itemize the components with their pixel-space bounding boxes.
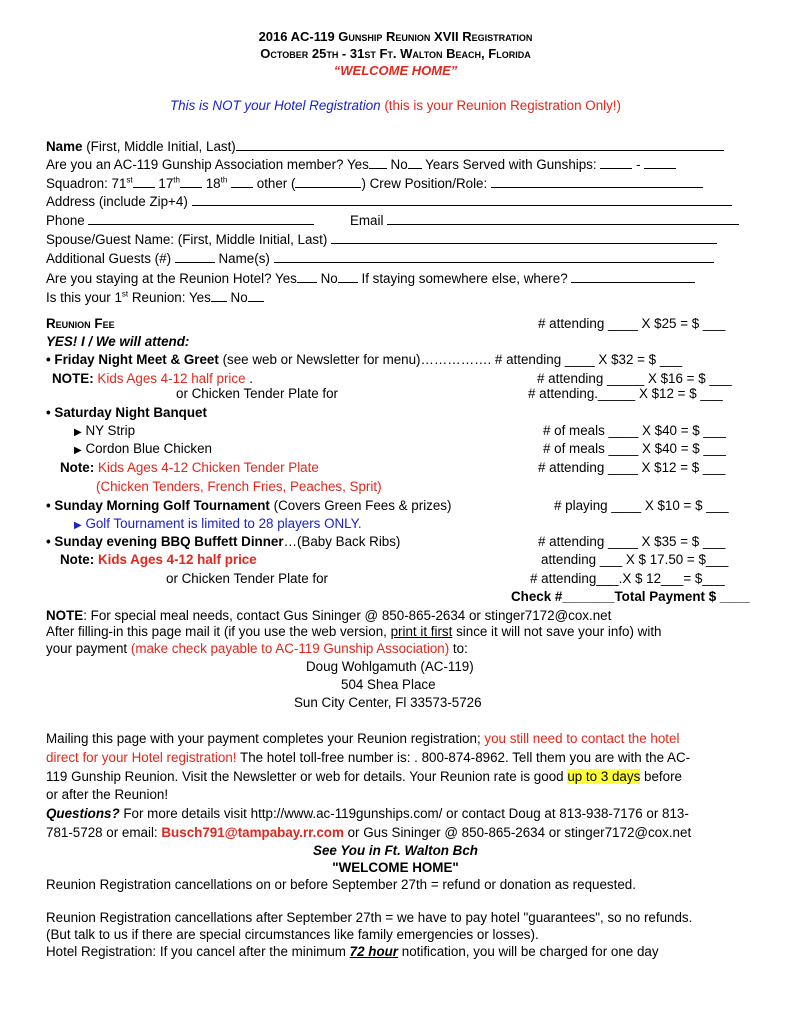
check-total-payment[interactable]: Check #_______Total Payment $ ____	[511, 589, 750, 604]
kids-note-dot: .	[245, 371, 253, 386]
info-hotel-warning-2: direct for your Hotel registration!	[46, 750, 237, 765]
info-text-2: The hotel toll-free number is: . 800-874-8962. Tell them you are with the AC-	[236, 750, 691, 765]
info-line-2	[46, 750, 690, 766]
friday-chicken-alt: or Chicken Tender Plate for	[176, 386, 339, 401]
kids-note-row: NOTE: Kids Ages 4-12 half price .	[52, 371, 253, 386]
member-row: Are you an AC-119 Gunship Association member? Yes No Years Served with Gunships: -	[46, 155, 676, 173]
phone-email-row	[46, 211, 739, 229]
cancellation-policy-2: Reunion Registration cancellations after September 27th = we have to pay hotel "guarantees", so no refunds.	[46, 910, 693, 925]
golf-desc: (Covers Green Fees & prizes)	[269, 498, 452, 513]
first-sup: st	[121, 289, 129, 299]
mail-address-city: Sun City Center, Fl 33573-5726	[294, 695, 482, 710]
note-text: : For special meal needs, contact Gus Sininger @ 850-865-2634 or stinger7172@cox.net	[83, 608, 612, 623]
triangle-bullet-icon: ▶	[74, 445, 82, 456]
golf-limit-text: Golf Tournament is limited to 28 players ONLY.	[85, 516, 362, 531]
mail-address-street: 504 Shea Place	[341, 677, 436, 692]
triangle-bullet-icon: ▶	[74, 520, 82, 531]
golf-limit-row	[74, 516, 362, 534]
spouse-row	[46, 230, 717, 248]
nystrip-row	[74, 423, 135, 441]
squadron-label: Squadron: 71	[46, 176, 127, 191]
bbq-note-text: Kids Ages 4-12 half price	[94, 552, 257, 567]
first-reunion-yes-field[interactable]	[211, 288, 227, 302]
address-field[interactable]	[192, 192, 732, 206]
cancellation-policy-3: (But talk to us if there are special circumstances like family emergencies or losses).	[46, 927, 539, 942]
payment-text: your payment	[46, 641, 131, 656]
first-reunion-row	[46, 288, 264, 306]
sq18-label: 18	[205, 176, 221, 191]
kids-calc[interactable]: # attending _____ X $16 = $ ___	[537, 371, 732, 386]
years-served-label: Years Served with Gunships:	[425, 157, 597, 172]
years-to-field[interactable]	[644, 155, 676, 169]
special-meal-note	[46, 608, 611, 624]
registration-notice	[0, 98, 791, 114]
sat-note-menu: (Chicken Tenders, French Fries, Peaches, Sprit)	[96, 479, 382, 494]
email-label-text: 781-5728 or email:	[46, 825, 162, 840]
guest-names-label: Name(s)	[218, 251, 270, 266]
nystrip-label: NY Strip	[85, 423, 136, 438]
sat-note-calc[interactable]: # attending ____ X $12 = $ ___	[538, 460, 726, 475]
friday-event: • Friday Night Meet & Greet	[46, 352, 219, 367]
email-label: Email	[349, 213, 384, 228]
info-text-3: 119 Gunship Reunion. Visit the Newsletter or web for details. Your Reunion rate is good	[46, 769, 568, 784]
sat-note-text: Kids Ages 4-12 Chicken Tender Plate	[97, 460, 319, 475]
welcome-home-heading: “WELCOME HOME”	[333, 63, 458, 78]
phone-field[interactable]	[88, 211, 314, 225]
check-payable-text: (make check payable to AC-119 Gunship Association)	[130, 641, 450, 656]
info-line-3	[46, 769, 682, 785]
kids-note-label: NOTE	[52, 371, 90, 386]
sq71-sup: st	[126, 175, 133, 185]
hotel-no-label: No	[320, 271, 338, 286]
other-label: other (	[256, 176, 296, 191]
first-reunion-label: Is this your 1	[46, 290, 122, 305]
triangle-bullet-icon: ▶	[74, 427, 82, 438]
questions-line-2	[46, 825, 691, 841]
friday-calc[interactable]: (see web or Newsletter for menu)……………. # attending ____ X $32 = $ ___	[218, 352, 683, 367]
hotel-stay-question: Are you staying at the Reunion Hotel? Yes	[46, 271, 297, 286]
sat-note-label: Note	[60, 460, 90, 475]
cordon-calc[interactable]: # of meals ____ X $40 = $ ___	[543, 441, 726, 456]
cordon-row	[74, 441, 212, 459]
sq18-sup: th	[220, 175, 228, 185]
event-dates: October 25th - 31st Ft. Walton Beach, Florida	[260, 46, 531, 61]
after-filling-line	[46, 624, 661, 640]
cordon-label: Cordon Blue Chicken	[85, 441, 212, 456]
info-line-4: or after the Reunion!	[46, 787, 169, 802]
phone-label: Phone	[46, 213, 85, 228]
payment-line	[46, 641, 468, 657]
name-label: (First, Middle Initial, Last)	[82, 139, 236, 154]
sq17-label: 17	[158, 176, 174, 191]
crew-position-label: ) Crew Position/Role:	[361, 176, 488, 191]
years-from-field[interactable]	[600, 155, 632, 169]
after-filling-text: After filling-in this page mail it (if you use the web version,	[46, 624, 391, 639]
member-no-field[interactable]	[408, 155, 422, 169]
bbq-calc[interactable]: # attending ____ X $35 = $ ___	[538, 534, 726, 549]
hotel-no-field[interactable]	[338, 269, 358, 283]
questions-text: For more details visit http://www.ac-119gunships.com/ or contact Doug at 813-938-7176 or 813-	[119, 806, 689, 821]
note-label: NOTE	[46, 608, 84, 623]
gus-contact-text: or Gus Sininger @ 850-865-2634 or stinger7172@cox.net	[343, 825, 692, 840]
golf-event: • Sunday Morning Golf Tournament	[46, 498, 270, 513]
sq17-field[interactable]	[180, 174, 202, 188]
print-first-text: print it first	[390, 624, 453, 639]
info-text: Mailing this page with your payment completes your Reunion registration;	[46, 731, 485, 746]
crew-position-field[interactable]	[491, 174, 703, 188]
additional-guests-label: Additional Guests (#)	[46, 251, 172, 266]
first-reunion-yes-label: Reunion: Yes	[128, 290, 211, 305]
kids-note-text: Kids Ages 4-12 half price	[97, 371, 246, 386]
guest-names-field[interactable]	[274, 249, 714, 263]
bbq-note-row	[60, 552, 257, 568]
sq71-field[interactable]	[133, 174, 155, 188]
questions-label: Questions?	[46, 806, 120, 821]
spouse-label: Spouse/Guest Name: (First, Middle Initial, Last)	[46, 232, 328, 247]
bbq-row	[46, 534, 400, 550]
hotel-yes-field[interactable]	[297, 269, 317, 283]
mail-address-name: Doug Wohlgamuth (AC-119)	[306, 659, 474, 674]
welcome-home-closing: "WELCOME HOME"	[332, 860, 459, 875]
hotel-stay-row	[46, 269, 695, 287]
nystrip-calc[interactable]: # of meals ____ X $40 = $ ___	[543, 423, 726, 438]
busch-email-link[interactable]: Busch791@tampabay.rr.com	[161, 825, 344, 840]
name-field[interactable]	[236, 137, 724, 151]
member-question: Are you an AC-119 Gunship Association member? Yes	[46, 157, 369, 172]
cancellation-policy-1: Reunion Registration cancellations on or before September 27th = refund or donation as requested.	[46, 877, 636, 892]
member-no-label: No	[390, 157, 408, 172]
questions-line	[46, 806, 689, 822]
bbq-chicken-calc[interactable]: # attending___.X $ 12___= $___	[530, 571, 725, 586]
reunion-fee-calc[interactable]: # attending ____ X $25 = $ ___	[538, 316, 726, 331]
after-filling-text-2: since it will not save your info) with	[452, 624, 662, 639]
bbq-note-calc[interactable]: attending ___ X $ 17.50 = $___	[541, 552, 729, 567]
hotel-policy-72-hour: 72 hour	[349, 944, 399, 959]
address-label: Address (include Zip+4)	[46, 194, 188, 209]
hotel-registration-policy	[46, 944, 659, 960]
bbq-note-label: Note:	[60, 552, 95, 567]
reunion-fee-label: Reunion Fee	[46, 316, 115, 331]
hotel-policy-text-2: notification, you will be charged for one day	[398, 944, 659, 959]
sat-note-row: Note: Kids Ages 4-12 Chicken Tender Plate	[60, 460, 319, 475]
hotel-policy-text: Hotel Registration: If you cancel after the minimum	[46, 944, 350, 959]
reunion-only-notice: (this is your Reunion Registration Only!)	[384, 98, 621, 113]
first-reunion-no-label: No	[230, 290, 248, 305]
hotel-registration-notice: This is NOT your Hotel Registration	[170, 98, 385, 113]
first-reunion-no-field[interactable]	[248, 288, 264, 302]
bbq-event: • Sunday evening BBQ Buffett Dinner	[46, 534, 284, 549]
info-line-1	[46, 731, 679, 747]
name-row	[46, 137, 724, 155]
bbq-desc: …(Baby Back Ribs)	[283, 534, 401, 549]
saturday-banquet: • Saturday Night Banquet	[46, 405, 207, 420]
info-hotel-warning: you still need to contact the hotel	[484, 731, 680, 746]
other-field[interactable]	[295, 174, 361, 188]
spouse-field[interactable]	[331, 230, 717, 244]
hotel-elsewhere-field[interactable]	[571, 269, 695, 283]
yes-attend-heading: YES! I / We will attend:	[46, 334, 190, 349]
highlighted-days: up to 3 days	[567, 769, 641, 784]
additional-guests-row	[46, 249, 714, 267]
hotel-elsewhere-label: If staying somewhere else, where?	[361, 271, 568, 286]
golf-row	[46, 498, 451, 514]
additional-guests-field[interactable]	[175, 249, 215, 263]
squadron-row	[46, 174, 703, 192]
sq18-field[interactable]	[231, 174, 253, 188]
name-label-bold: Name	[46, 139, 83, 154]
bbq-chicken-alt: or Chicken Tender Plate for	[166, 571, 329, 586]
info-text-3b: before	[640, 769, 682, 784]
see-you-text: See You in Ft. Walton Bch	[313, 843, 478, 858]
friday-chicken-calc[interactable]: # attending._____ X $12 = $ ___	[528, 386, 723, 401]
friday-row	[46, 352, 682, 368]
email-field[interactable]	[387, 211, 739, 225]
golf-calc[interactable]: # playing ____ X $10 = $ ___	[554, 498, 729, 513]
payment-to-text: to:	[449, 641, 468, 656]
form-title: 2016 AC-119 Gunship Reunion XVII Registration	[258, 29, 533, 44]
sq17-sup: th	[173, 175, 180, 185]
address-row	[46, 192, 732, 210]
member-yes-field[interactable]	[369, 155, 387, 169]
